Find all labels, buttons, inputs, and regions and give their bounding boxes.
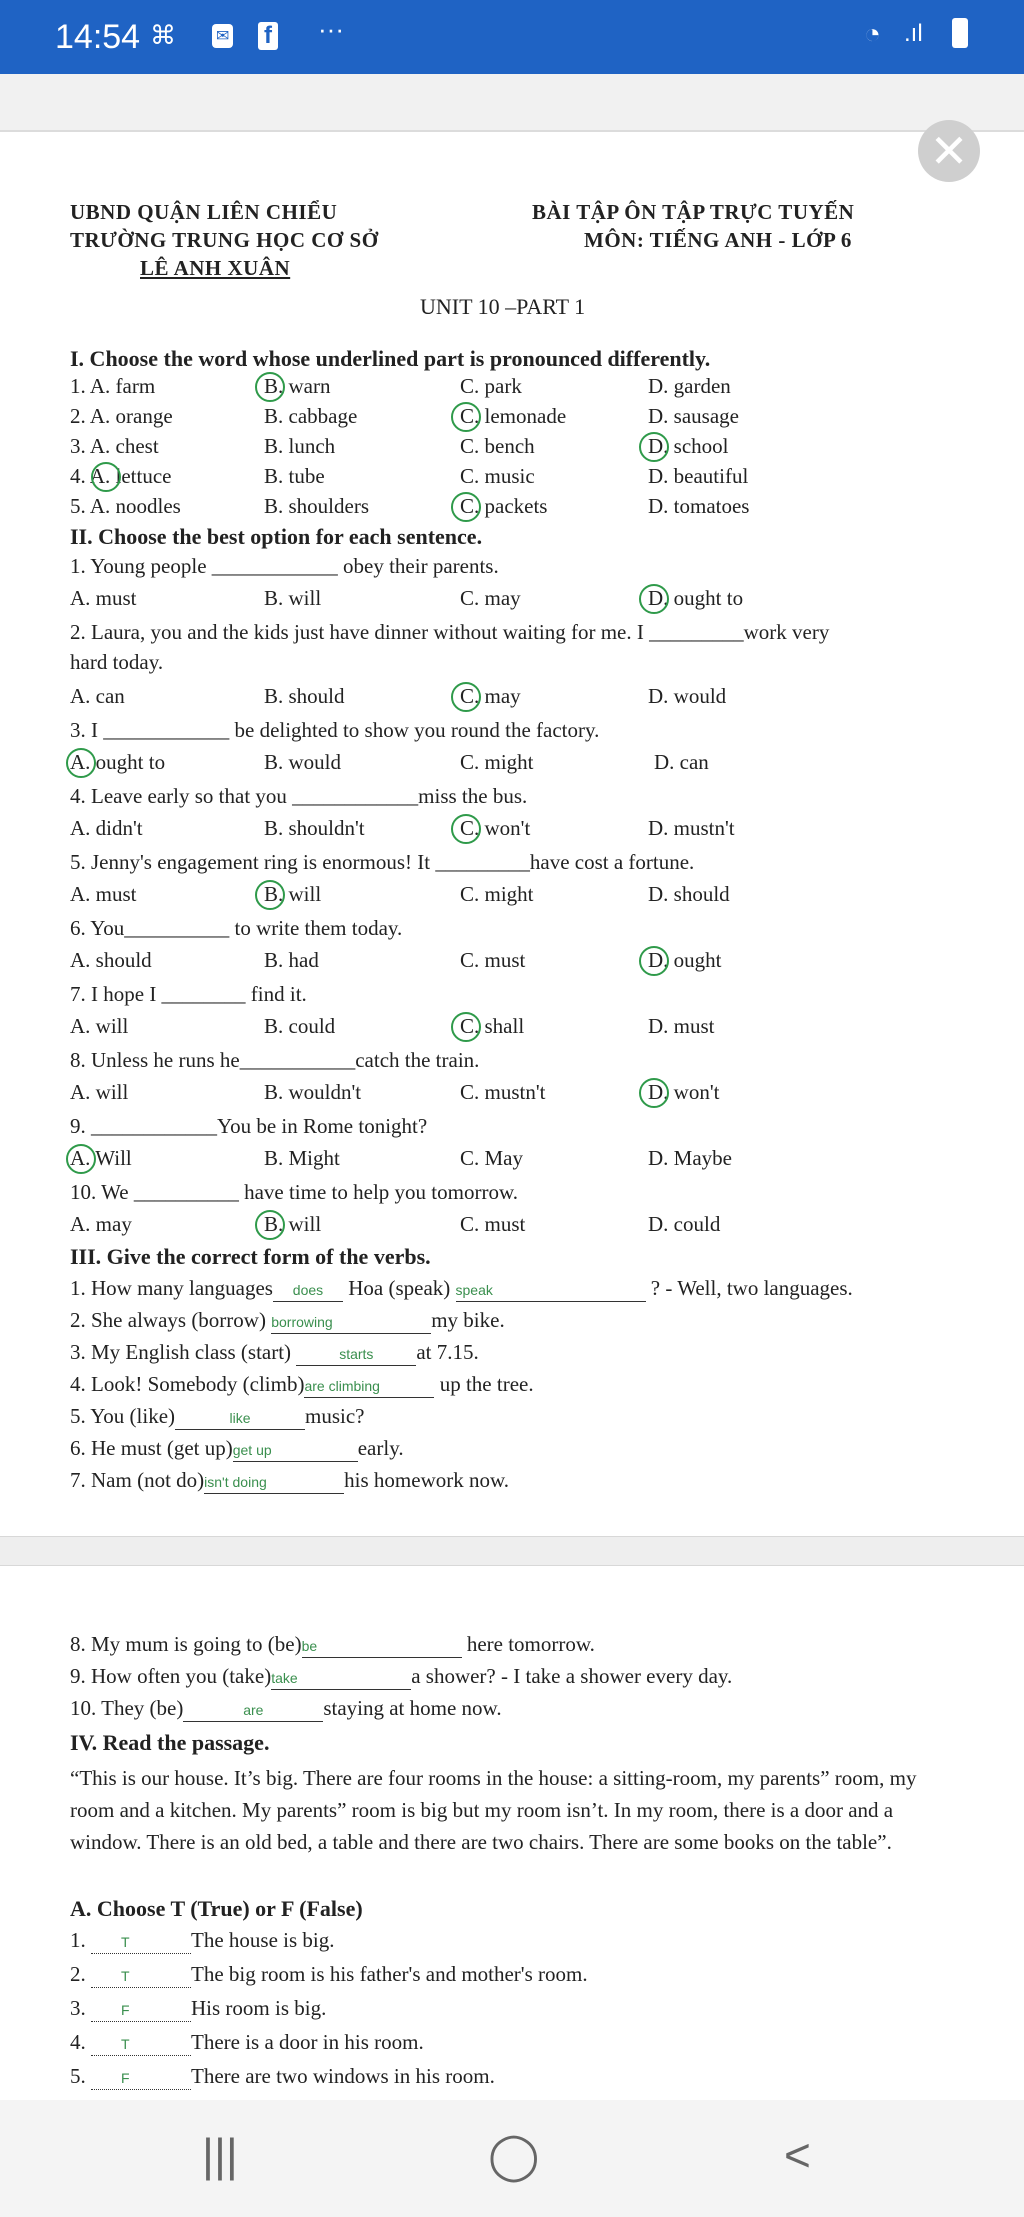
option: C. must	[460, 1212, 526, 1236]
verb-item	[70, 1308, 505, 1334]
option: D. garden	[648, 374, 731, 398]
verb-item	[70, 1340, 479, 1366]
section-2-title: II. Choose the best option for each sentence.	[70, 524, 483, 549]
facebook-icon: f	[258, 22, 278, 50]
option: C. mustn't	[460, 1080, 546, 1104]
question: 1. Young people ____________ obey their parents.	[70, 554, 499, 578]
option: D. sausage	[648, 404, 739, 428]
back-button[interactable]: <	[784, 2129, 811, 2181]
answer-circle	[451, 682, 481, 712]
answer-circle	[91, 462, 121, 492]
header-subject: MÔN: TIẾNG ANH - LỚP 6	[584, 228, 852, 252]
verb-text: my bike.	[431, 1308, 505, 1332]
subsection-a-title: A. Choose T (True) or F (False)	[70, 1896, 363, 1921]
nfc-icon: ⌘	[150, 20, 176, 50]
option: B. should	[264, 684, 345, 708]
unit-title: UNIT 10 –PART 1	[420, 294, 586, 319]
option: B. lunch	[264, 434, 336, 458]
home-button[interactable]: ◯	[488, 2129, 540, 2181]
answer-circle	[639, 1078, 669, 1108]
section-1-title: I. Choose the word whose underlined part is pronounced differently.	[70, 346, 711, 371]
option: D. school	[648, 434, 729, 458]
verb-item	[70, 1632, 595, 1658]
verb-text: 10. They (be)	[70, 1696, 184, 1720]
question: 10. We __________ have time to help you tomorrow.	[70, 1180, 518, 1204]
verb-text: 9. How often you (take)	[70, 1664, 272, 1688]
handwritten-answer: starts	[339, 1346, 374, 1362]
option: C. lemonade	[460, 404, 567, 428]
verb-text: 2. She always (borrow)	[70, 1308, 266, 1332]
tf-number: 1.	[70, 1928, 91, 1952]
option: C. may	[460, 586, 521, 610]
question: 7. I hope I ________ find it.	[70, 982, 307, 1006]
handwritten-answer: are climbing	[304, 1378, 380, 1394]
recent-apps-button[interactable]: |||	[202, 2129, 238, 2181]
answer-circle	[639, 432, 669, 462]
verb-text: 1. How many languages	[70, 1276, 273, 1300]
section-4-title: IV. Read the passage.	[70, 1730, 270, 1755]
option: D. won't	[648, 1080, 720, 1104]
question: hard today.	[70, 650, 164, 674]
option: D. would	[648, 684, 727, 708]
tf-item	[70, 2030, 424, 2056]
verb-text: 7. Nam (not do)	[70, 1468, 205, 1492]
option: B. shoulders	[264, 494, 369, 518]
option: C. might	[460, 750, 534, 774]
answer-circle	[639, 946, 669, 976]
tf-statement: The big room is his father's and mother's room.	[191, 1962, 588, 1986]
answer-circle	[66, 1144, 96, 1174]
option: D. beautiful	[648, 464, 749, 488]
answer-circle	[451, 814, 481, 844]
verb-text: early.	[357, 1436, 404, 1460]
answer-circle	[255, 372, 285, 402]
option: C. won't	[460, 816, 531, 840]
handwritten-answer: like	[229, 1410, 251, 1426]
more-icon: ···	[318, 14, 344, 44]
handwritten-answer: T	[121, 1934, 130, 1950]
answer-circle	[451, 1012, 481, 1042]
option: D. tomatoes	[648, 494, 750, 518]
battery-icon	[952, 18, 968, 48]
status-bar	[0, 0, 1024, 74]
handwritten-answer: T	[121, 1968, 130, 1984]
header-school-name: LÊ ANH XUÂN	[140, 256, 291, 280]
answer-circle	[255, 1210, 285, 1240]
tf-item	[70, 1996, 326, 2022]
verb-text: his homework now.	[344, 1468, 510, 1492]
option: A. will	[70, 1014, 129, 1038]
option: B. had	[264, 948, 319, 972]
verb-text: 8. My mum is going to (be)	[70, 1632, 302, 1656]
close-button[interactable]: ✕	[918, 120, 980, 182]
verb-item	[70, 1436, 404, 1462]
option: C. shall	[460, 1014, 525, 1038]
question: 5. Jenny's engagement ring is enormous! It _________have cost a fortune.	[70, 850, 695, 874]
option: 2. A. orange	[70, 404, 173, 428]
verb-item	[70, 1468, 509, 1494]
question: 9. ____________You be in Rome tonight?	[70, 1114, 428, 1138]
reading-passage: “This is our house. It’s big. There are four rooms in the house: a sitting-room, my parents” room, my room and a kitchen. My parents” room is big but my room isn’t. In my room, there is a door and a window. There is an old bed, a table and there are two chairs. There are some books on the table”.	[70, 1766, 917, 1854]
verb-text: Hoa (speak)	[348, 1276, 451, 1300]
verb-text: ? - Well, two languages.	[650, 1276, 853, 1300]
verb-text: 3. My English class (start)	[70, 1340, 292, 1364]
verb-text: 4. Look! Somebody (climb)	[70, 1372, 305, 1396]
option: B. would	[264, 750, 342, 774]
option: A. will	[70, 1080, 129, 1104]
verb-text: music?	[305, 1404, 365, 1428]
verb-item	[70, 1404, 365, 1430]
option: A. must	[70, 882, 137, 906]
handwritten-answer: does	[292, 1282, 324, 1298]
option: B. shouldn't	[264, 816, 365, 840]
question: 2. Laura, you and the kids just have dinner without waiting for me. I _________work very	[70, 620, 830, 644]
handwritten-answer: isn't doing	[204, 1474, 267, 1490]
option: D. ought	[648, 948, 722, 972]
verb-text: 5. You (like)	[70, 1404, 176, 1428]
verb-text: here tomorrow.	[466, 1632, 595, 1656]
tf-number: 5.	[70, 2064, 91, 2088]
option: C. park	[460, 374, 522, 398]
section-3-title: III. Give the correct form of the verbs.	[70, 1244, 431, 1269]
handwritten-answer: F	[121, 2070, 130, 2086]
answer-circle	[639, 584, 669, 614]
tf-statement: There are two windows in his room.	[191, 2064, 495, 2088]
question: 4. Leave early so that you ____________miss the bus.	[70, 784, 528, 808]
option: B. could	[264, 1014, 336, 1038]
option: 1. A. farm	[70, 374, 156, 398]
verb-text: 6. He must (get up)	[70, 1436, 233, 1460]
tf-item	[70, 1962, 588, 1988]
question: 3. I ____________ be delighted to show you round the factory.	[70, 718, 600, 742]
option: A. didn't	[70, 816, 143, 840]
handwritten-answer: be	[301, 1638, 318, 1654]
option: B. tube	[264, 464, 325, 488]
header-school-type: TRƯỜNG TRUNG HỌC CƠ SỞ	[70, 228, 379, 252]
verb-text: staying at home now.	[323, 1696, 502, 1720]
page-divider	[0, 1536, 1024, 1566]
option: D. Maybe	[648, 1146, 732, 1170]
verb-text: a shower? - I take a shower every day.	[411, 1664, 733, 1688]
option: D. could	[648, 1212, 721, 1236]
handwritten-answer: speak	[455, 1282, 493, 1298]
question: 8. Unless he runs he___________catch the train.	[70, 1048, 480, 1072]
option: B. will	[264, 586, 322, 610]
verb-item	[70, 1276, 853, 1302]
option: C. might	[460, 882, 534, 906]
tf-number: 2.	[70, 1962, 91, 1986]
verb-item	[70, 1696, 502, 1722]
option: 4. A. lettuce	[70, 464, 172, 488]
option: D. mustn't	[648, 816, 735, 840]
option: 3. A. chest	[70, 434, 159, 458]
tf-number: 4.	[70, 2030, 91, 2054]
option: B. will	[264, 1212, 322, 1236]
option: A. can	[70, 684, 125, 708]
option: C. music	[460, 464, 535, 488]
option: A. ought to	[70, 750, 166, 774]
option: B. Might	[264, 1146, 340, 1170]
tf-statement: There is a door in his room.	[191, 2030, 424, 2054]
tf-item	[70, 1928, 334, 1954]
verb-item	[70, 1664, 732, 1690]
header-title: BÀI TẬP ÔN TẬP TRỰC TUYẾN	[532, 200, 855, 224]
answer-circle	[451, 492, 481, 522]
option: B. will	[264, 882, 322, 906]
option: C. must	[460, 948, 526, 972]
verb-text: at 7.15.	[416, 1340, 479, 1364]
option: B. wouldn't	[264, 1080, 362, 1104]
header-district: UBND QUẬN LIÊN CHIỂU	[70, 200, 338, 224]
wifi-icon: ◔	[864, 18, 881, 49]
option: C. May	[460, 1146, 523, 1170]
handwritten-answer: T	[121, 2036, 130, 2052]
option: A. should	[70, 948, 152, 972]
option: C. bench	[460, 434, 535, 458]
answer-circle	[255, 880, 285, 910]
answer-circle	[451, 402, 481, 432]
tf-number: 3.	[70, 1996, 91, 2020]
tf-item	[70, 2064, 495, 2090]
handwritten-answer: borrowing	[271, 1314, 333, 1330]
verb-item	[70, 1372, 534, 1398]
option: B. cabbage	[264, 404, 358, 428]
messenger-icon: ✉	[212, 24, 233, 48]
option: D. ought to	[648, 586, 744, 610]
option: C. may	[460, 684, 521, 708]
handwritten-answer: are	[243, 1702, 264, 1718]
option: A. may	[70, 1212, 132, 1236]
option: D. must	[648, 1014, 715, 1038]
verb-text: up the tree.	[439, 1372, 534, 1396]
handwritten-answer: F	[121, 2002, 130, 2018]
question: 6. You__________ to write them today.	[70, 916, 403, 940]
tf-statement: The house is big.	[191, 1928, 335, 1952]
option: A. must	[70, 586, 137, 610]
handwritten-answer: take	[271, 1670, 298, 1686]
option: C. packets	[460, 494, 548, 518]
signal-icon: .ıl	[904, 20, 923, 47]
option: D. can	[654, 750, 709, 774]
option: 5. A. noodles	[70, 494, 181, 518]
option: A. Will	[70, 1146, 132, 1170]
navigation-bar	[0, 2100, 1024, 2217]
handwritten-answer: get up	[232, 1442, 272, 1458]
option: B. warn	[264, 374, 331, 398]
tf-statement: His room is big.	[191, 1996, 327, 2020]
option: D. should	[648, 882, 730, 906]
answer-circle	[66, 748, 96, 778]
toolbar	[0, 74, 1024, 132]
clock: 14:54	[55, 18, 141, 56]
